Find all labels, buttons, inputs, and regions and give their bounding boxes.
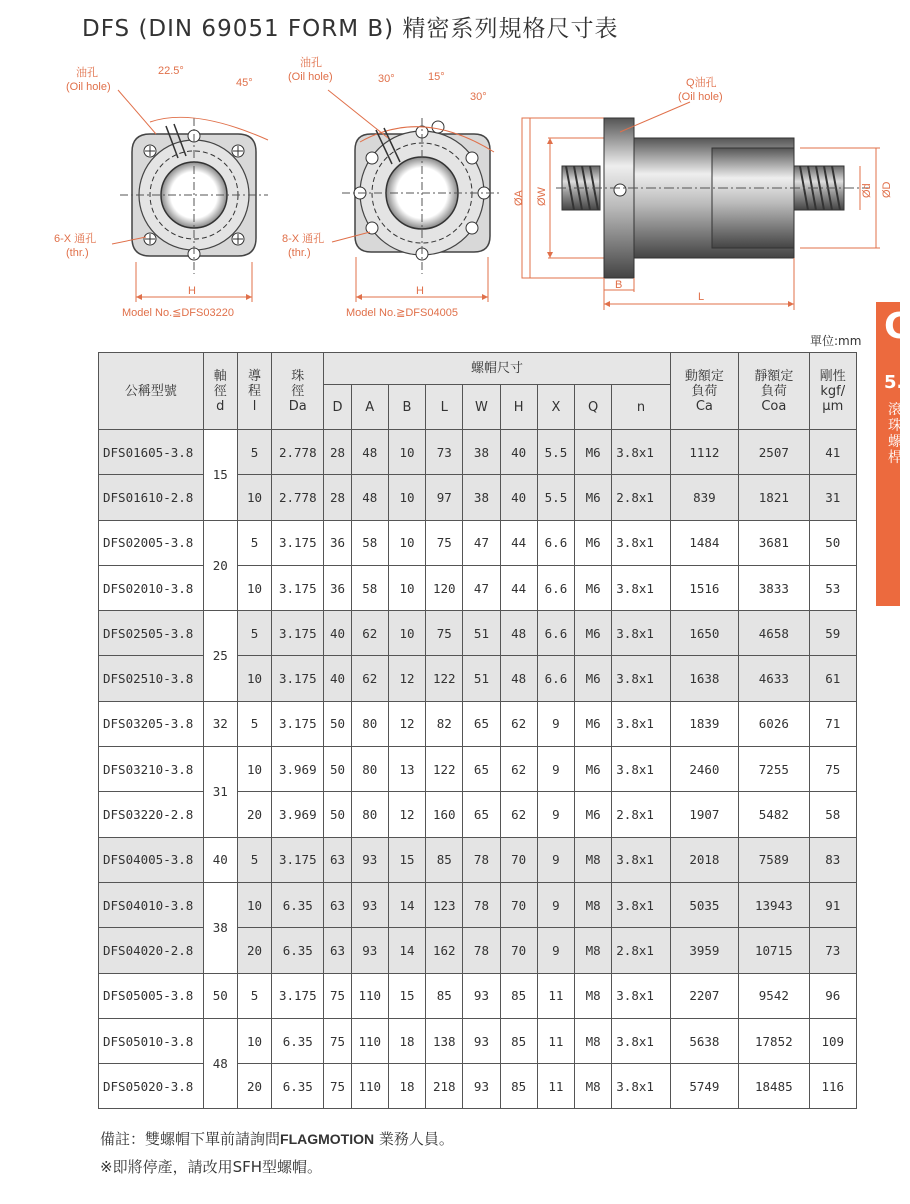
cell-nut-A: 110 <box>351 1064 388 1109</box>
cell-axis-dia: 31 <box>203 747 237 838</box>
cell-static-load: 6026 <box>739 701 809 746</box>
cell-nut-W: 78 <box>463 882 500 927</box>
cell-dynamic-load: 5749 <box>670 1064 738 1109</box>
side-dim-d-large: ØD <box>881 181 893 198</box>
cell-axis-dia: 48 <box>203 1018 237 1109</box>
cell-nut-L: 122 <box>426 747 463 792</box>
cell-nut-D: 63 <box>324 928 351 973</box>
mid-angle3: 30° <box>470 91 487 103</box>
cell-nut-A: 80 <box>351 701 388 746</box>
cell-nut-W: 47 <box>463 520 500 565</box>
cell-nut-Q: M6 <box>575 656 612 701</box>
table-row <box>99 611 857 656</box>
cell-nut-D: 50 <box>324 701 351 746</box>
cell-dynamic-load: 2460 <box>670 747 738 792</box>
cell-rigidity: 58 <box>809 792 856 837</box>
cell-lead: 10 <box>237 656 271 701</box>
side-dim-w: ØW <box>536 187 548 206</box>
cell-static-load: 18485 <box>739 1064 809 1109</box>
cell-nut-Q: M6 <box>575 611 612 656</box>
cell-static-load: 3833 <box>739 565 809 610</box>
cell-ball-dia: 6.35 <box>272 1018 324 1063</box>
cell-nut-W: 51 <box>463 656 500 701</box>
side-dim-a: ØA <box>513 190 525 206</box>
cell-nut-H: 44 <box>500 565 537 610</box>
cell-ball-dia: 3.175 <box>272 973 324 1018</box>
header-rigidity: 剛性 kgf/ μm <box>809 353 856 430</box>
chapter-number: 5. <box>884 372 904 393</box>
mid-oil-label-en: (Oil hole) <box>288 71 333 83</box>
table-row <box>99 701 857 746</box>
cell-rigidity: 71 <box>809 701 856 746</box>
cell-model: DFS02510-3.8 <box>99 656 204 701</box>
cell-lead: 20 <box>237 928 271 973</box>
cell-rigidity: 83 <box>809 837 856 882</box>
cell-nut-n: 3.8x1 <box>612 701 670 746</box>
cell-dynamic-load: 2018 <box>670 837 738 882</box>
cell-nut-X: 9 <box>537 701 574 746</box>
cell-nut-L: 122 <box>426 656 463 701</box>
left-h-label: H <box>188 285 196 297</box>
cell-model: DFS02505-3.8 <box>99 611 204 656</box>
cell-nut-W: 93 <box>463 973 500 1018</box>
cell-nut-B: 18 <box>388 1018 425 1063</box>
cell-static-load: 7255 <box>739 747 809 792</box>
cell-nut-X: 6.6 <box>537 656 574 701</box>
cell-rigidity: 109 <box>809 1018 856 1063</box>
table-row <box>99 1018 857 1063</box>
cell-nut-L: 75 <box>426 520 463 565</box>
cell-ball-dia: 3.175 <box>272 520 324 565</box>
side-q-oil-label-en: (Oil hole) <box>678 91 723 103</box>
cell-nut-Q: M6 <box>575 430 612 475</box>
cell-nut-L: 123 <box>426 882 463 927</box>
cell-nut-H: 85 <box>500 973 537 1018</box>
cell-nut-L: 138 <box>426 1018 463 1063</box>
cell-nut-W: 65 <box>463 701 500 746</box>
cell-static-load: 2507 <box>739 430 809 475</box>
cell-nut-X: 9 <box>537 792 574 837</box>
cell-nut-W: 78 <box>463 928 500 973</box>
cell-dynamic-load: 1516 <box>670 565 738 610</box>
cell-nut-A: 58 <box>351 565 388 610</box>
cell-nut-L: 85 <box>426 837 463 882</box>
cell-ball-dia: 2.778 <box>272 475 324 520</box>
cell-rigidity: 31 <box>809 475 856 520</box>
header-W: W <box>463 385 500 430</box>
cell-nut-B: 10 <box>388 430 425 475</box>
cell-rigidity: 61 <box>809 656 856 701</box>
left-holes-label: 6-X 通孔 <box>54 233 97 245</box>
cell-ball-dia: 3.175 <box>272 701 324 746</box>
cell-nut-L: 218 <box>426 1064 463 1109</box>
cell-nut-n: 2.8x1 <box>612 792 670 837</box>
left-angle2: 45° <box>236 77 253 89</box>
cell-ball-dia: 6.35 <box>272 928 324 973</box>
cell-nut-H: 48 <box>500 611 537 656</box>
cell-nut-H: 40 <box>500 430 537 475</box>
cell-model: DFS05010-3.8 <box>99 1018 204 1063</box>
cell-nut-n: 3.8x1 <box>612 747 670 792</box>
cell-model: DFS03210-3.8 <box>99 747 204 792</box>
header-H: H <box>500 385 537 430</box>
cell-nut-n: 2.8x1 <box>612 475 670 520</box>
cell-nut-B: 15 <box>388 837 425 882</box>
mid-h-label: H <box>416 285 424 297</box>
cell-nut-B: 18 <box>388 1064 425 1109</box>
cell-axis-dia: 50 <box>203 973 237 1018</box>
cell-dynamic-load: 1112 <box>670 430 738 475</box>
cell-rigidity: 91 <box>809 882 856 927</box>
cell-nut-W: 65 <box>463 747 500 792</box>
cell-nut-n: 3.8x1 <box>612 1064 670 1109</box>
table-row <box>99 882 857 927</box>
cell-model: DFS04020-2.8 <box>99 928 204 973</box>
cell-axis-dia: 20 <box>203 520 237 611</box>
spec-table <box>98 352 857 1109</box>
cell-nut-Q: M6 <box>575 792 612 837</box>
cell-lead: 5 <box>237 701 271 746</box>
cell-nut-W: 65 <box>463 792 500 837</box>
cell-nut-A: 93 <box>351 928 388 973</box>
cell-nut-A: 48 <box>351 430 388 475</box>
cell-dynamic-load: 1638 <box>670 656 738 701</box>
cell-nut-X: 6.6 <box>537 520 574 565</box>
cell-nut-X: 9 <box>537 928 574 973</box>
cell-nut-W: 38 <box>463 430 500 475</box>
cell-nut-B: 13 <box>388 747 425 792</box>
cell-nut-B: 12 <box>388 792 425 837</box>
header-A: A <box>351 385 388 430</box>
cell-nut-D: 75 <box>324 1064 351 1109</box>
cell-nut-W: 78 <box>463 837 500 882</box>
cell-nut-Q: M8 <box>575 882 612 927</box>
table-row <box>99 520 857 565</box>
cell-nut-H: 48 <box>500 656 537 701</box>
cell-nut-A: 80 <box>351 747 388 792</box>
cell-nut-Q: M6 <box>575 475 612 520</box>
cell-dynamic-load: 1839 <box>670 701 738 746</box>
cell-lead: 10 <box>237 475 271 520</box>
chapter-tab <box>876 302 910 606</box>
cell-nut-H: 85 <box>500 1018 537 1063</box>
table-row <box>99 837 857 882</box>
cell-ball-dia: 2.778 <box>272 430 324 475</box>
cell-nut-D: 28 <box>324 475 351 520</box>
cell-nut-Q: M6 <box>575 747 612 792</box>
cell-nut-n: 3.8x1 <box>612 520 670 565</box>
cell-static-load: 17852 <box>739 1018 809 1063</box>
cell-nut-Q: M6 <box>575 520 612 565</box>
front-view-large <box>328 90 502 302</box>
cell-nut-L: 82 <box>426 701 463 746</box>
table-row <box>99 747 857 792</box>
cell-rigidity: 73 <box>809 928 856 973</box>
cell-axis-dia: 40 <box>203 837 237 882</box>
cell-nut-B: 14 <box>388 928 425 973</box>
note-line-1: 備註：雙螺帽下單前請詢問FLAGMOTION 業務人員。 <box>100 1130 454 1148</box>
cell-ball-dia: 3.175 <box>272 656 324 701</box>
cell-nut-Q: M8 <box>575 973 612 1018</box>
cell-static-load: 5482 <box>739 792 809 837</box>
unit-label: 單位:mm <box>810 334 862 348</box>
cell-nut-X: 9 <box>537 747 574 792</box>
cell-nut-A: 48 <box>351 475 388 520</box>
cell-nut-D: 28 <box>324 430 351 475</box>
mid-model-label: Model No.≧DFS04005 <box>346 307 458 319</box>
left-oil-label: 油孔 <box>76 67 98 79</box>
cell-nut-L: 73 <box>426 430 463 475</box>
cell-nut-W: 93 <box>463 1064 500 1109</box>
cell-nut-n: 2.8x1 <box>612 928 670 973</box>
left-angle1: 22.5° <box>158 65 184 77</box>
cell-static-load: 3681 <box>739 520 809 565</box>
header-nut-group: 螺帽尺寸 <box>324 353 670 385</box>
cell-nut-A: 62 <box>351 611 388 656</box>
cell-static-load: 10715 <box>739 928 809 973</box>
cell-nut-B: 12 <box>388 656 425 701</box>
cell-nut-A: 58 <box>351 520 388 565</box>
cell-dynamic-load: 839 <box>670 475 738 520</box>
cell-nut-H: 70 <box>500 837 537 882</box>
cell-nut-D: 36 <box>324 520 351 565</box>
cell-nut-H: 70 <box>500 882 537 927</box>
cell-static-load: 13943 <box>739 882 809 927</box>
cell-nut-B: 10 <box>388 520 425 565</box>
cell-nut-B: 10 <box>388 565 425 610</box>
header-L: L <box>426 385 463 430</box>
cell-dynamic-load: 1907 <box>670 792 738 837</box>
cell-static-load: 9542 <box>739 973 809 1018</box>
cell-nut-A: 110 <box>351 1018 388 1063</box>
cell-lead: 5 <box>237 430 271 475</box>
cell-nut-D: 50 <box>324 792 351 837</box>
cell-lead: 5 <box>237 611 271 656</box>
cell-nut-Q: M8 <box>575 1064 612 1109</box>
cell-nut-Q: M6 <box>575 701 612 746</box>
header-X: X <box>537 385 574 430</box>
cell-nut-H: 70 <box>500 928 537 973</box>
cell-model: DFS04010-3.8 <box>99 882 204 927</box>
cell-nut-n: 3.8x1 <box>612 837 670 882</box>
left-oil-label-en: (Oil hole) <box>66 81 111 93</box>
cell-nut-D: 63 <box>324 837 351 882</box>
spec-table-body <box>99 430 857 1109</box>
cell-nut-H: 62 <box>500 701 537 746</box>
mid-angle2: 15° <box>428 71 445 83</box>
cell-static-load: 4633 <box>739 656 809 701</box>
header-n: n <box>612 385 670 430</box>
cell-nut-L: 162 <box>426 928 463 973</box>
cell-nut-A: 110 <box>351 973 388 1018</box>
table-row <box>99 973 857 1018</box>
cell-model: DFS04005-3.8 <box>99 837 204 882</box>
cell-nut-D: 50 <box>324 747 351 792</box>
cell-rigidity: 116 <box>809 1064 856 1109</box>
cell-nut-H: 40 <box>500 475 537 520</box>
cell-lead: 5 <box>237 973 271 1018</box>
left-holes-label-en: (thr.) <box>66 247 89 259</box>
cell-model: DFS05020-3.8 <box>99 1064 204 1109</box>
cell-nut-n: 3.8x1 <box>612 656 670 701</box>
cell-lead: 10 <box>237 565 271 610</box>
cell-nut-A: 93 <box>351 837 388 882</box>
cell-nut-D: 75 <box>324 973 351 1018</box>
header-D: D <box>324 385 351 430</box>
header-model: 公稱型號 <box>99 353 204 430</box>
cell-nut-n: 3.8x1 <box>612 611 670 656</box>
cell-model: DFS03205-3.8 <box>99 701 204 746</box>
cell-nut-X: 6.6 <box>537 611 574 656</box>
cell-rigidity: 59 <box>809 611 856 656</box>
cell-lead: 5 <box>237 520 271 565</box>
cell-dynamic-load: 1484 <box>670 520 738 565</box>
cell-static-load: 1821 <box>739 475 809 520</box>
header-ball: 珠 徑 Da <box>272 353 324 430</box>
cell-lead: 10 <box>237 882 271 927</box>
cell-ball-dia: 6.35 <box>272 1064 324 1109</box>
cell-nut-Q: M8 <box>575 928 612 973</box>
cell-nut-A: 80 <box>351 792 388 837</box>
cell-nut-X: 11 <box>537 1064 574 1109</box>
cell-static-load: 4658 <box>739 611 809 656</box>
cell-rigidity: 41 <box>809 430 856 475</box>
side-dim-d-small: Ød <box>861 183 873 198</box>
table-row <box>99 430 857 475</box>
cell-nut-W: 47 <box>463 565 500 610</box>
cell-nut-L: 160 <box>426 792 463 837</box>
chapter-title: 滾珠螺桿 <box>888 402 902 466</box>
side-l-label: L <box>698 291 705 303</box>
dimension-diagram <box>0 52 900 324</box>
header-Q: Q <box>575 385 612 430</box>
cell-nut-L: 85 <box>426 973 463 1018</box>
cell-nut-W: 93 <box>463 1018 500 1063</box>
cell-model: DFS01605-3.8 <box>99 430 204 475</box>
cell-axis-dia: 38 <box>203 882 237 973</box>
mid-oil-label: 油孔 <box>300 57 322 69</box>
cell-nut-X: 6.6 <box>537 565 574 610</box>
cell-nut-W: 38 <box>463 475 500 520</box>
cell-nut-B: 14 <box>388 882 425 927</box>
cell-nut-B: 10 <box>388 475 425 520</box>
cell-nut-X: 5.5 <box>537 475 574 520</box>
cell-nut-D: 63 <box>324 882 351 927</box>
front-view-small <box>112 90 268 302</box>
header-axis: 軸 徑 d <box>203 353 237 430</box>
cell-model: DFS01610-2.8 <box>99 475 204 520</box>
cell-dynamic-load: 2207 <box>670 973 738 1018</box>
cell-nut-A: 62 <box>351 656 388 701</box>
cell-rigidity: 53 <box>809 565 856 610</box>
cell-nut-L: 120 <box>426 565 463 610</box>
cell-nut-L: 75 <box>426 611 463 656</box>
cell-lead: 10 <box>237 747 271 792</box>
cell-ball-dia: 3.969 <box>272 747 324 792</box>
header-B: B <box>388 385 425 430</box>
cell-nut-D: 75 <box>324 1018 351 1063</box>
cell-nut-H: 62 <box>500 747 537 792</box>
cell-rigidity: 75 <box>809 747 856 792</box>
header-static-load: 靜額定 負荷 Coa <box>739 353 809 430</box>
cell-static-load: 7589 <box>739 837 809 882</box>
cell-dynamic-load: 5035 <box>670 882 738 927</box>
cell-rigidity: 50 <box>809 520 856 565</box>
side-b-label: B <box>615 279 623 291</box>
cell-dynamic-load: 5638 <box>670 1018 738 1063</box>
cell-nut-X: 5.5 <box>537 430 574 475</box>
cell-nut-X: 11 <box>537 973 574 1018</box>
cell-ball-dia: 3.175 <box>272 565 324 610</box>
cell-nut-X: 11 <box>537 1018 574 1063</box>
cell-model: DFS02005-3.8 <box>99 520 204 565</box>
side-q-oil-label: Q油孔 <box>686 77 717 89</box>
header-dynamic-load: 動額定 負荷 Ca <box>670 353 738 430</box>
cell-model: DFS02010-3.8 <box>99 565 204 610</box>
cell-nut-X: 9 <box>537 837 574 882</box>
cell-nut-A: 93 <box>351 882 388 927</box>
side-view <box>522 102 880 310</box>
cell-axis-dia: 32 <box>203 701 237 746</box>
mid-angle1: 30° <box>378 73 395 85</box>
cell-nut-D: 40 <box>324 656 351 701</box>
cell-model: DFS03220-2.8 <box>99 792 204 837</box>
cell-nut-n: 3.8x1 <box>612 973 670 1018</box>
cell-nut-W: 51 <box>463 611 500 656</box>
cell-nut-Q: M8 <box>575 837 612 882</box>
mid-holes-label: 8-X 通孔 <box>282 233 325 245</box>
cell-nut-n: 3.8x1 <box>612 430 670 475</box>
cell-nut-L: 97 <box>426 475 463 520</box>
header-lead: 導 程 l <box>237 353 271 430</box>
note-line-2: ※即將停產，請改用SFH型螺帽。 <box>100 1158 322 1176</box>
cell-ball-dia: 3.969 <box>272 792 324 837</box>
cell-nut-B: 15 <box>388 973 425 1018</box>
cell-nut-B: 10 <box>388 611 425 656</box>
cell-nut-D: 36 <box>324 565 351 610</box>
cell-nut-H: 62 <box>500 792 537 837</box>
cell-dynamic-load: 1650 <box>670 611 738 656</box>
cell-axis-dia: 25 <box>203 611 237 702</box>
cell-model: DFS05005-3.8 <box>99 973 204 1018</box>
mid-holes-label-en: (thr.) <box>288 247 311 259</box>
cell-lead: 10 <box>237 1018 271 1063</box>
cell-lead: 20 <box>237 792 271 837</box>
cell-nut-H: 85 <box>500 1064 537 1109</box>
cell-lead: 5 <box>237 837 271 882</box>
cell-ball-dia: 6.35 <box>272 882 324 927</box>
left-model-label: Model No.≦DFS03220 <box>122 307 234 319</box>
cell-nut-Q: M6 <box>575 565 612 610</box>
cell-nut-Q: M8 <box>575 1018 612 1063</box>
cell-nut-D: 40 <box>324 611 351 656</box>
page-title: DFS (DIN 69051 FORM B) 精密系列規格尺寸表 <box>82 16 619 42</box>
cell-dynamic-load: 3959 <box>670 928 738 973</box>
cell-rigidity: 96 <box>809 973 856 1018</box>
cell-lead: 20 <box>237 1064 271 1109</box>
cell-ball-dia: 3.175 <box>272 611 324 656</box>
chapter-letter: C <box>884 306 910 347</box>
cell-axis-dia: 15 <box>203 430 237 521</box>
cell-nut-B: 12 <box>388 701 425 746</box>
cell-nut-n: 3.8x1 <box>612 882 670 927</box>
cell-nut-n: 3.8x1 <box>612 1018 670 1063</box>
cell-nut-n: 3.8x1 <box>612 565 670 610</box>
cell-nut-X: 9 <box>537 882 574 927</box>
cell-ball-dia: 3.175 <box>272 837 324 882</box>
cell-nut-H: 44 <box>500 520 537 565</box>
